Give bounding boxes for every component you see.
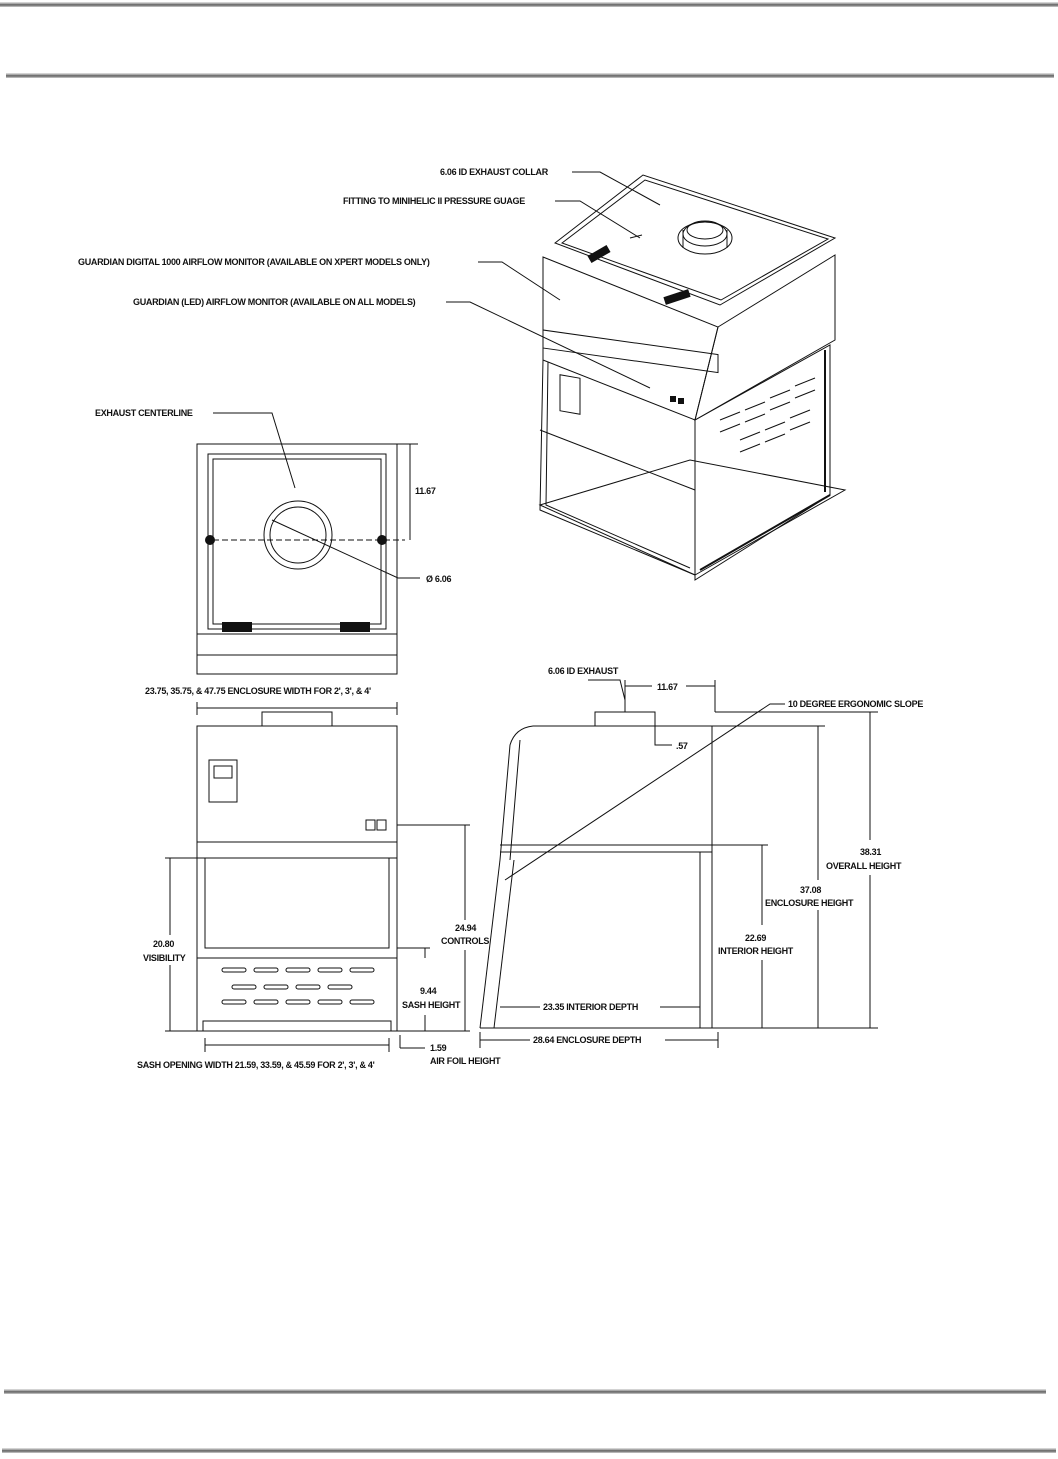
top-view-dim-vertical: 11.67 (415, 486, 436, 496)
led-monitor-callout: GUARDIAN (LED) AIRFLOW MONITOR (AVAILABLE ON ALL MODELS) (133, 297, 416, 307)
pressure-fitting-callout: FITTING TO MINIHELIC II PRESSURE GUAGE (343, 196, 525, 206)
enclosure-width-dim: 23.75, 35.75, & 47.75 ENCLOSURE WIDTH FOR 2', 3', & 4' (145, 686, 371, 696)
side-top-offset: .57 (676, 741, 688, 751)
sash-height-value: 9.44 (420, 986, 437, 996)
side-view (480, 680, 878, 1048)
isometric-view (540, 175, 845, 580)
sash-opening-width-dim: SASH OPENING WIDTH 21.59, 33.59, & 45.59 FOR 2', 3', & 4' (137, 1060, 375, 1070)
top-view (197, 413, 420, 674)
exhaust-collar-callout: 6.06 ID EXHAUST COLLAR (440, 167, 548, 177)
sash-height-label: SASH HEIGHT (402, 1000, 461, 1010)
digital-monitor-callout: GUARDIAN DIGITAL 1000 AIRFLOW MONITOR (AVAILABLE ON XPERT MODELS ONLY) (78, 257, 430, 267)
air-foil-label: AIR FOIL HEIGHT (430, 1056, 501, 1066)
interior-height-value: 22.69 (745, 933, 767, 943)
air-foil-value: 1.59 (430, 1043, 447, 1053)
side-exhaust-offset: 11.67 (657, 682, 678, 692)
overall-height-value: 38.31 (860, 847, 882, 857)
side-exhaust-id: 6.06 ID EXHAUST (548, 666, 619, 676)
controls-label: CONTROLS (441, 936, 490, 946)
enclosure-depth-dim: 28.64 ENCLOSURE DEPTH (533, 1035, 642, 1045)
interior-height-label: INTERIOR HEIGHT (718, 946, 794, 956)
controls-value: 24.94 (455, 923, 477, 933)
enclosure-height-label: ENCLOSURE HEIGHT (765, 898, 854, 908)
visibility-label: VISIBILITY (143, 953, 186, 963)
exhaust-centerline-callout: EXHAUST CENTERLINE (95, 408, 193, 418)
enclosure-height-value: 37.08 (800, 885, 822, 895)
ergonomic-slope-callout: 10 DEGREE ERGONOMIC SLOPE (788, 699, 924, 709)
overall-height-label: OVERALL HEIGHT (826, 861, 902, 871)
visibility-value: 20.80 (153, 939, 175, 949)
interior-depth-dim: 23.35 INTERIOR DEPTH (543, 1002, 639, 1012)
top-view-dim-diameter: Ø 6.06 (426, 574, 452, 584)
